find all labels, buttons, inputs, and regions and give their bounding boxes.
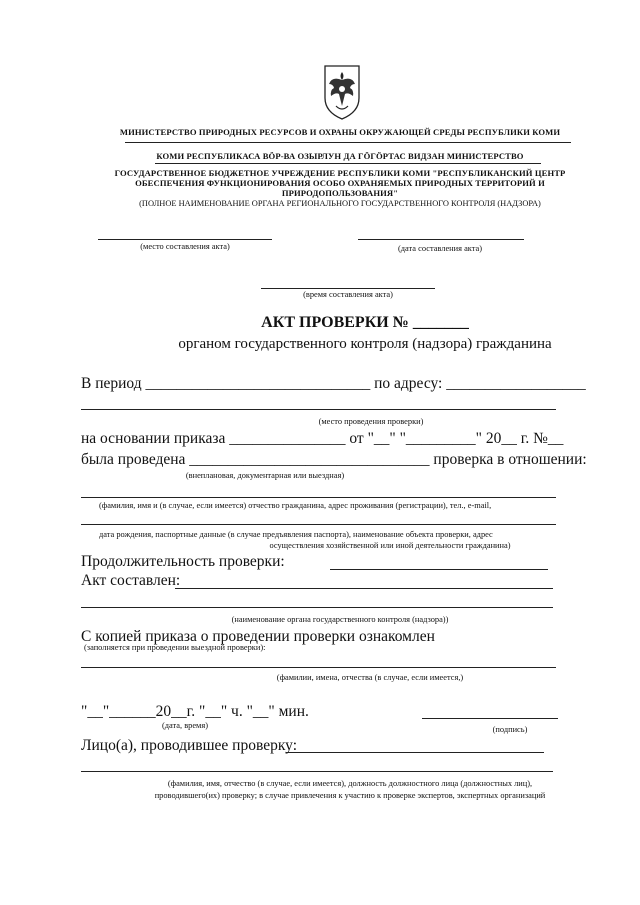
- act-title: АКТ ПРОВЕРКИ № _______: [261, 314, 469, 331]
- act-subtitle: органом государственного контроля (надзора) гражданина: [178, 336, 552, 352]
- names-caption: (фамилии, имена, отчества (в случае, если имеется,): [276, 673, 464, 682]
- place-of-check-caption: (место проведения проверки): [318, 417, 424, 426]
- duration-field-line[interactable]: [330, 569, 548, 570]
- place-caption: (место составления акта): [140, 242, 230, 251]
- inspector-caption-1: (фамилия, имя, отчество (в случае, если имеется), должность должностного лица (должностных лиц),: [167, 779, 533, 788]
- citizen-field-line[interactable]: [81, 497, 556, 498]
- institution-line-3: ПРИРОДОПОЛЬЗОВАНИЯ": [281, 188, 399, 198]
- conducted-caption: (внеплановая, документарная или выездная): [185, 471, 345, 480]
- citizen-field-line-2[interactable]: [81, 524, 556, 525]
- period-address-line[interactable]: В период _____________________________ по адресу: __________________: [81, 375, 586, 392]
- names-field-line[interactable]: [81, 667, 556, 668]
- date-caption: (дата составления акта): [397, 244, 483, 253]
- copy-label: С копией приказа о проведении проверки ознакомлен: [81, 628, 435, 645]
- place-of-check-line[interactable]: [81, 409, 556, 410]
- datetime-caption: (дата, время): [161, 721, 209, 730]
- institution-caption: (ПОЛНОЕ НАИМЕНОВАНИЕ ОРГАНА РЕГИОНАЛЬНОГО ГОСУДАРСТВЕННОГО КОНТРОЛЯ (НАДЗОРА): [139, 199, 541, 208]
- time-field-line[interactable]: [261, 288, 435, 289]
- institution-line-2: ОБЕСПЕЧЕНИЯ ФУНКЦИОНИРОВАНИЯ ОСОБО ОХРАНЯЕМЫХ ПРИРОДНЫХ ТЕРРИТОРИЙ И: [135, 178, 545, 188]
- copy-caption: (заполняется при проведении выездной проверки):: [84, 643, 266, 652]
- conducted-line[interactable]: была проведена _______________________________ проверка в отношении:: [81, 451, 587, 468]
- place-field-line[interactable]: [98, 239, 272, 240]
- time-caption: (время составления акта): [303, 290, 393, 299]
- header-divider: [125, 142, 571, 143]
- citizen-caption-1: (фамилия, имя и (в случае, если имеется) отчество гражданина, адрес проживания (регистрации), тел., e-mail,: [99, 501, 492, 510]
- order-line[interactable]: на основании приказа _______________ от "__" "_________" 20__ г. №__: [81, 430, 564, 447]
- inspector-field-line[interactable]: [286, 752, 544, 753]
- datetime-line[interactable]: "__"______20__г. "__" ч. "__" мин.: [81, 703, 309, 720]
- citizen-caption-2: дата рождения, паспортные данные (в случае предъявления паспорта), наименование объекта проверки, адрес: [99, 530, 493, 539]
- inspector-label: Лицо(а), проводившее проверку:: [81, 737, 298, 754]
- ministry-name-komi: КОМИ РЕСПУБЛИКАСА ВÖР-ВА ОЗЫРЛУН ДА ГÖГÖРТАС ВИДЗАН МИНИСТЕРСТВО: [156, 151, 524, 161]
- signature-field-line[interactable]: [422, 718, 558, 719]
- organ-caption: (наименование органа государственного контроля (надзора)): [231, 615, 449, 624]
- institution-line-1: ГОСУДАРСТВЕННОЕ БЮДЖЕТНОЕ УЧРЕЖДЕНИЕ РЕСПУБЛИКИ КОМИ "РЕСПУБЛИКАНСКИЙ ЦЕНТР: [114, 168, 566, 178]
- signature-caption: (подпись): [492, 725, 528, 734]
- komi-republic-emblem-icon: [322, 62, 362, 122]
- inspector-caption-2: проводившего(их) проверку; в случае привлечения к участию к проверке экспертов, экспертных организаций: [154, 791, 546, 800]
- citizen-caption-3: осуществления хозяйственной или иной деятельности гражданина): [269, 541, 511, 550]
- ministry-name-ru: МИНИСТЕРСТВО ПРИРОДНЫХ РЕСУРСОВ И ОХРАНЫ ОКРУЖАЮЩЕЙ СРЕДЫ РЕСПУБЛИКИ КОМИ: [119, 127, 561, 137]
- composed-field-line-2[interactable]: [81, 607, 553, 608]
- composed-label: Акт составлен:: [81, 572, 181, 589]
- composed-field-line[interactable]: [175, 588, 553, 589]
- header-divider-2: [155, 163, 541, 164]
- duration-label: Продолжительность проверки:: [81, 553, 285, 570]
- date-field-line[interactable]: [358, 239, 524, 240]
- inspector-field-line-2[interactable]: [81, 771, 553, 772]
